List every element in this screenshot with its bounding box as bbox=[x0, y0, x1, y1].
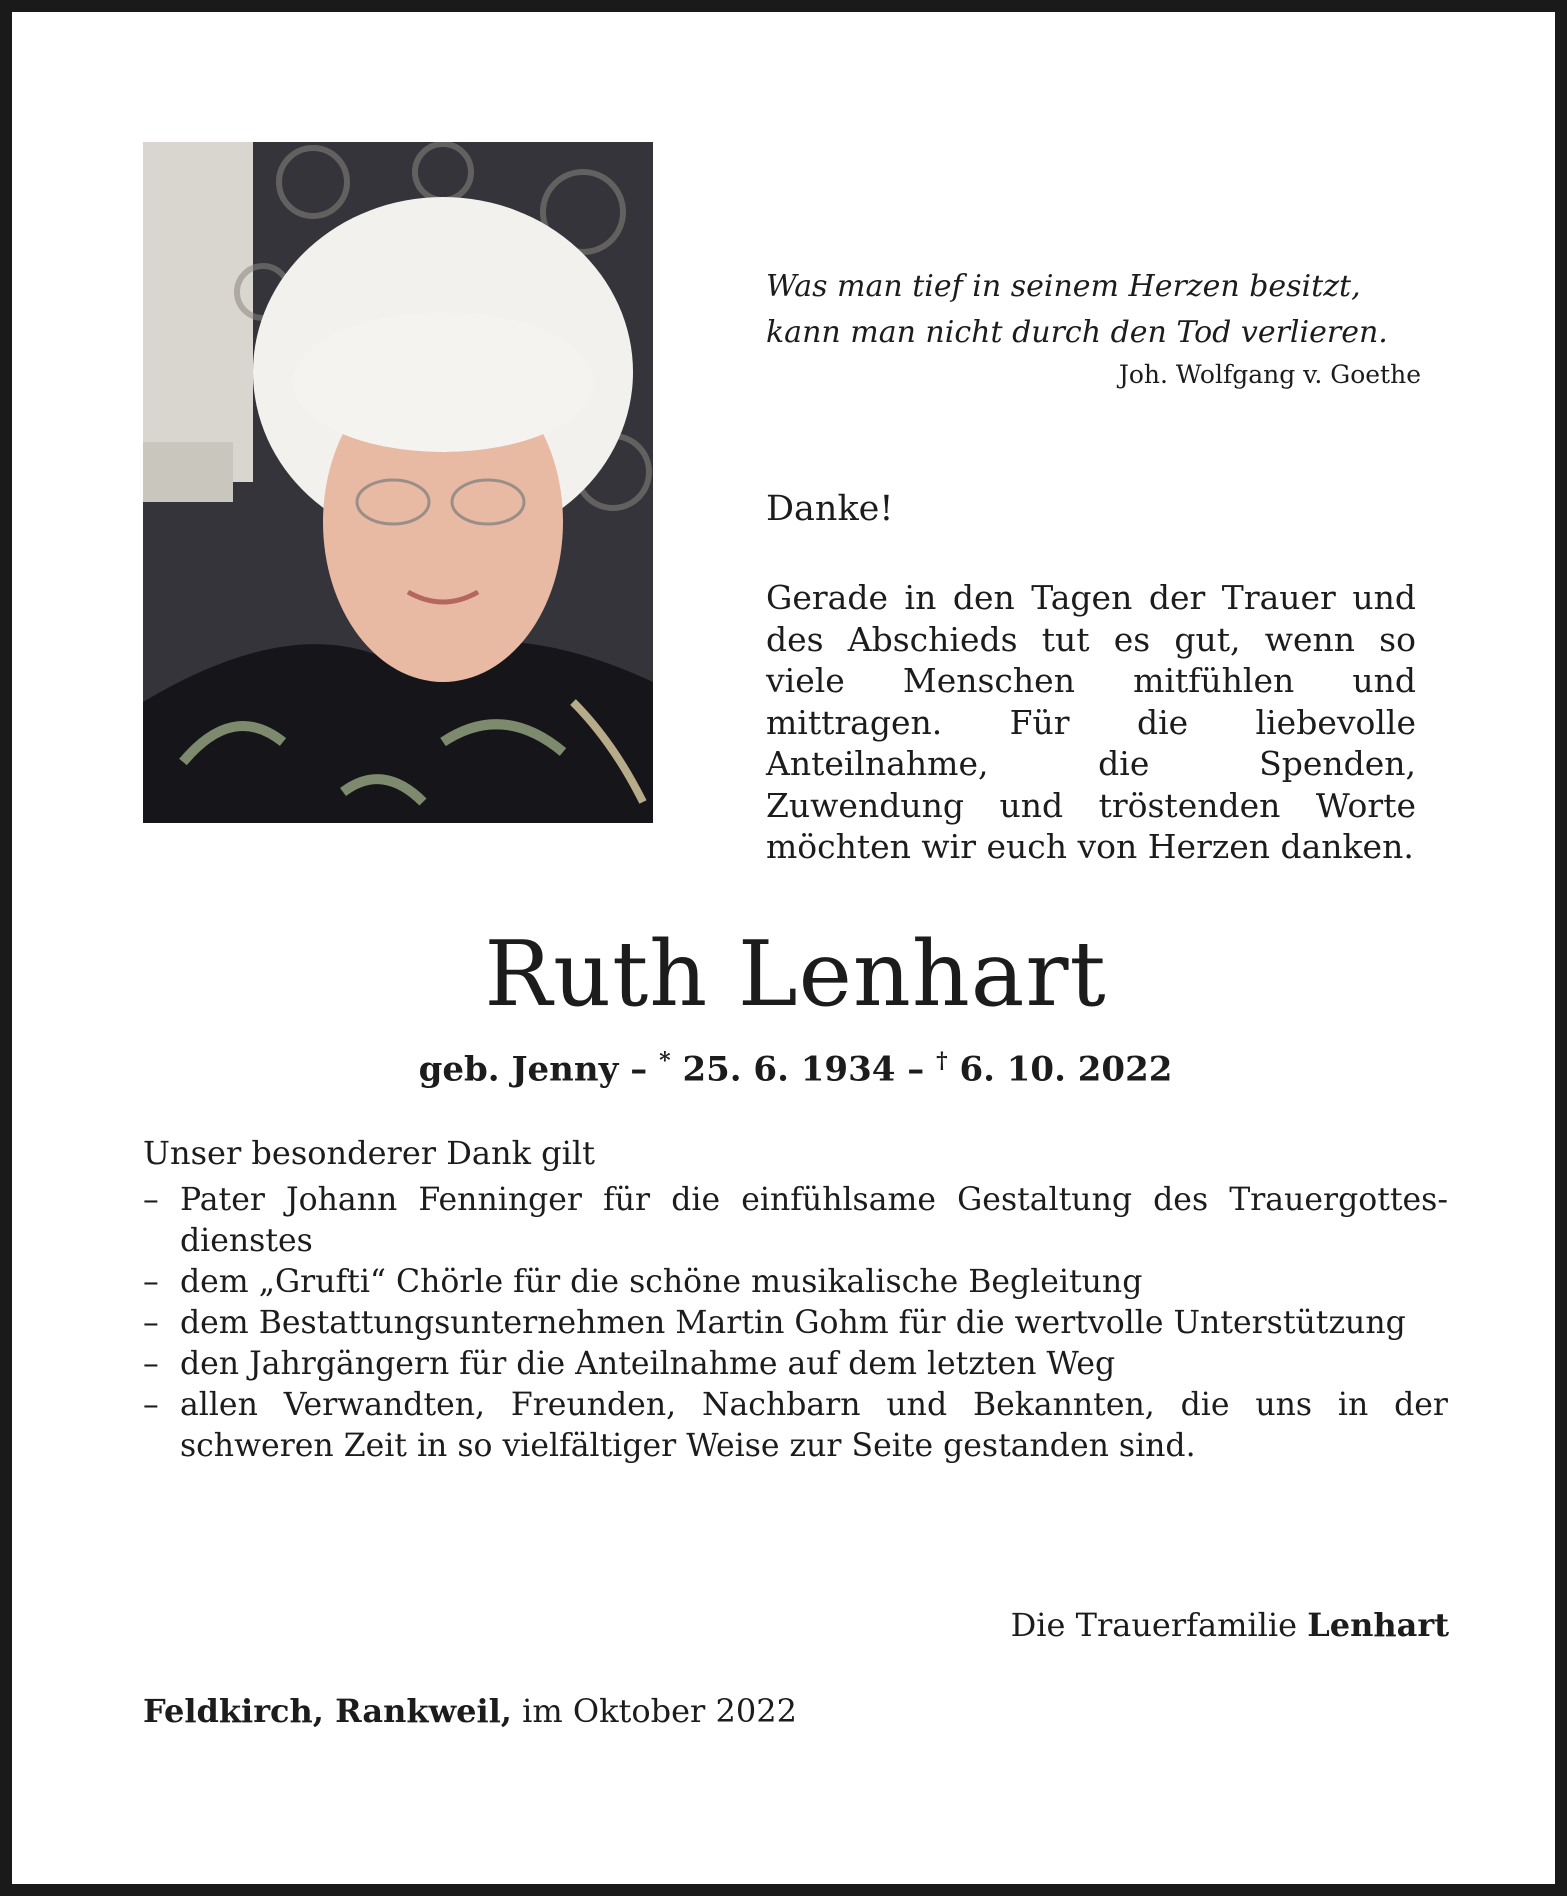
portrait-photo bbox=[143, 142, 653, 823]
dash-bullet: – bbox=[143, 1305, 159, 1341]
list-item: – Pater Johann Fenninger für die einfühlsame Gestaltung des Trauergottesdienstes bbox=[143, 1182, 1448, 1259]
birth-name: geb. Jenny bbox=[418, 1049, 619, 1090]
thanks-heading: Danke! bbox=[766, 489, 894, 529]
list-item: – allen Verwandten, Freunden, Nachbarn und Bekannten, die uns in der schweren Zeit in so vielfältiger Weise zur Seite gestanden sind. bbox=[143, 1387, 1448, 1464]
places: Feldkirch, Rankweil, bbox=[143, 1692, 512, 1730]
acknowledgements-list bbox=[143, 1180, 1448, 1467]
list-item: – den Jahrgängern für die Anteilnahme auf dem letzten Weg bbox=[143, 1344, 1448, 1385]
death-date: 6. 10. 2022 bbox=[959, 1049, 1173, 1090]
deceased-name: Ruth Lenhart bbox=[484, 922, 1107, 1027]
birth-symbol: * bbox=[659, 1048, 671, 1074]
death-symbol: † bbox=[936, 1048, 948, 1074]
signature-prefix: Die Trauerfamilie bbox=[1010, 1606, 1298, 1644]
acknowledgements-intro: Unser besonderer Dank gilt bbox=[143, 1134, 595, 1172]
goethe-quote bbox=[766, 264, 1426, 356]
life-dates: geb. Jenny – * 25. 6. 1934 – † 6. 10. 2022 bbox=[418, 1048, 1173, 1090]
list-item: – dem „Grufti“ Chörle für die schöne musikalische Begleitung bbox=[143, 1262, 1448, 1303]
thanks-paragraph: Gerade in den Tagen der Trauer und des Abschieds tut es gut, wenn so viele Menschen mitfühlen und mittragen. Für die liebevolle Anteilnahme, die Spenden, Zuwendung und tröstenden Worte möchten wir euch von Herzen danken. bbox=[766, 578, 1416, 866]
dash-bullet: – bbox=[143, 1264, 159, 1300]
list-item: – dem Bestattungsunternehmen Martin Gohm für die wertvolle Unterstützung bbox=[143, 1303, 1448, 1344]
quote-author: Joh. Wolfgang v. Goethe bbox=[1118, 360, 1421, 389]
family-name: Lenhart bbox=[1307, 1606, 1449, 1644]
dash-bullet: – bbox=[143, 1182, 159, 1218]
dash-bullet: – bbox=[143, 1387, 159, 1423]
date: im Oktober 2022 bbox=[522, 1692, 797, 1730]
place-and-date bbox=[143, 1692, 797, 1730]
quote-line-2: kann man nicht durch den Tod verlieren. bbox=[766, 315, 1388, 350]
dash-bullet: – bbox=[143, 1346, 159, 1382]
birth-date: 25. 6. 1934 bbox=[682, 1049, 896, 1090]
quote-line-1: Was man tief in seinem Herzen besitzt, bbox=[766, 269, 1361, 304]
family-signature bbox=[12, 1606, 1449, 1644]
